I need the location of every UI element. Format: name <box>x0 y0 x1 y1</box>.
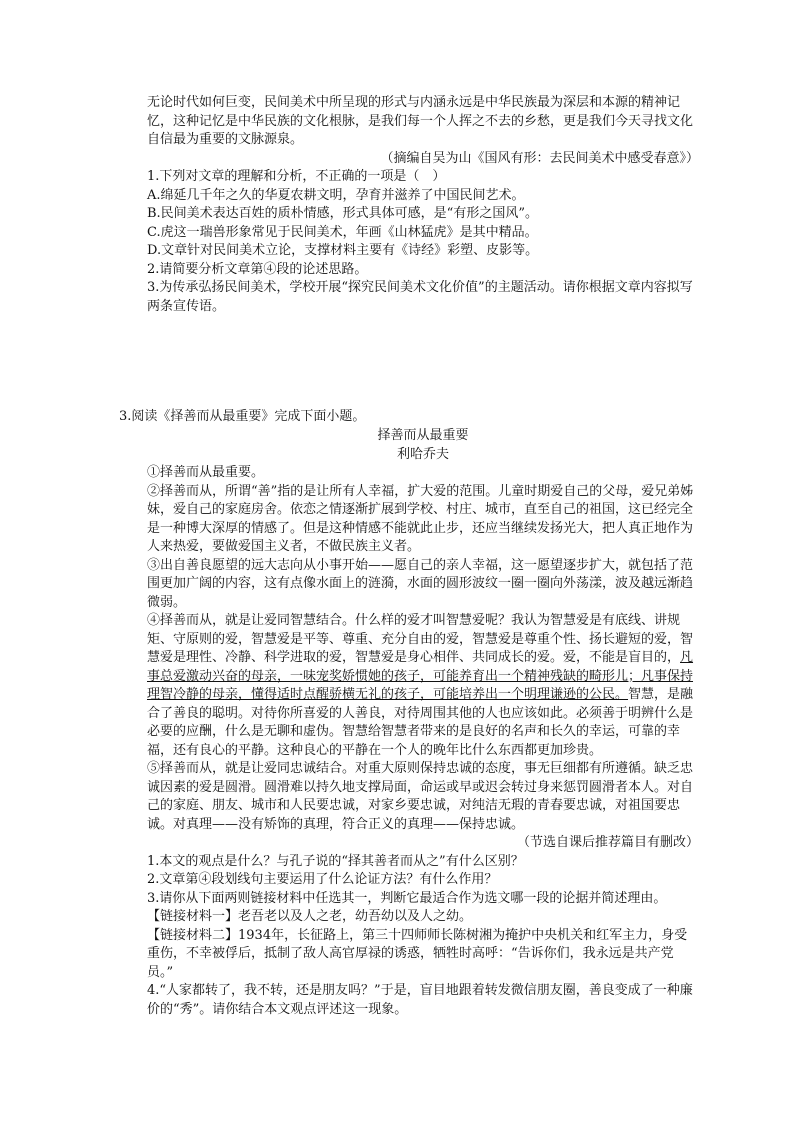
underlined-sentence: 凡事总爱激动兴奋的母亲，一味宠奖娇惯她的孩子，可能养育出一个精神残缺的畸形儿；凡事保持理智冷静的母亲，懂得适时点醒骄横无礼的孩子，可能培养出一个明理谦逊的公民。 <box>147 650 694 702</box>
passage-source: （摘编自吴为山《国风有形：去民间美术中感受春意》） <box>380 150 699 166</box>
option-d: D.文章针对民间美术立论，支撑材料主要有《诗经》彩塑、皮影等。 <box>147 243 539 258</box>
s3-question-3: 3.请你从下面两则链接材料中任选其一，判断它最适合作为选文哪一段的论据并简述理由。 <box>147 890 667 906</box>
s3-question-4: 4.“人家都转了，我不转，还是朋友吗？”于是，盲目地跟着转发微信朋友圈，善良变成了一种廉价的“秀”。请你结合本文观点评述这一现象。 <box>147 983 693 1017</box>
paragraph-4-text-b: 智慧，是融合了善良的聪明。对待你所喜爱的人善良，对待周围其他的人也应该如此。必须善于明辨什么是必要的应酬，什么是无聊和虚伪。智慧给智慧者带来的是良好的名声和长久的幸运，可靠的幸福，还有良心的平静。这种良心的平静在一个人的晚年比什么东西都更加珍贵。 <box>147 687 694 758</box>
article-paragraph-1: ①择善而从最重要。 <box>147 465 265 480</box>
article-note: （节选自课后推荐篇目有删改） <box>516 835 699 850</box>
section3-block <box>147 427 699 1019</box>
article-title: 择善而从最重要 <box>377 428 469 443</box>
paragraph-4-text-a: ④择善而从，就是让爱同智慧结合。什么样的爱才叫智慧爱呢？我认为智慧爱是有底线、讲规矩、守原则的爱，智慧爱是平等、尊重、充分自由的爱，智慧爱是尊重个性、扬长避短的爱，智慧爱是理性、冷静、科学进取的爱，智慧爱是身心相伴、共同成长的爱。爱，不能是盲目的， <box>147 613 694 665</box>
article-author: 利哈乔夫 <box>396 446 449 462</box>
top-passage-block <box>147 94 699 316</box>
article-paragraph-5: ⑤择善而从，就是让爱同忠诚结合。对重大原则保持忠诚的态度，事无巨细都有所遵循。缺乏忠诚因素的爱是圆滑。圆滑难以持久地支撑局面，命运或早或迟会转过身来惩罚圆滑者本人。对自己的家庭、朋友、城市和人民要忠诚，对家乡要忠诚，对纯洁无瑕的青春要忠诚，对祖国要忠诚。对真理——没有矫饰的真理，符合正义的真理——保持忠诚。 <box>147 761 694 832</box>
article-paragraph-3: ③出自善良愿望的远大志向从小事开始——愿自己的亲人幸福，这一愿望逐步扩大，就包括了范围更加广阔的内容，这有点像水面上的涟漪，水面的圆形波纹一圈一圈向外荡漾，波及越远渐趋微弱。 <box>147 557 694 610</box>
s3-question-1: 1.本文的观点是什么？与孔子说的“择其善者而从之”有什么区别？ <box>147 853 524 869</box>
passage-paragraph: 无论时代如何巨变，民间美术中所呈现的形式与内涵永远是中华民族最为深层和本源的精神记忆，这种记忆是中华民族的文化根脉，是我们每一个人挥之不去的乡愁，更是我们今天寻找文化自信最为重要的文脉源泉。 <box>147 95 694 147</box>
option-b: B.民间美术表达百姓的质朴情感，形式具体可感，是“有形之国风”。 <box>147 206 538 221</box>
s3-question-2: 2.文章第④段划线句主要运用了什么论证方法？有什么作用？ <box>147 872 498 887</box>
option-c: C.虎这一瑞兽形象常见于民间美术，年画《山林猛虎》是其中精品。 <box>147 224 538 240</box>
question-3: 3.为传承弘扬民间美术，学校开展“探究民间美术文化价值”的主题活动。请你根据文章内容拟写两条宣传语。 <box>147 280 693 314</box>
article-paragraph-2: ②择善而从，所谓“善”指的是让所有人幸福，扩大爱的范围。儿童时期爱自己的父母，爱兄弟姊妹，爱自己的家庭房舍。依恋之情逐渐扩展到学校、村庄、城市，直至自己的祖国，这已经完全是一种博大深厚的情感了。但是这种情感不能就此止步，还应当继续发扬光大，把人真正地作为人来热爱，要做爱国主义者，不做民族主义者。 <box>147 483 694 554</box>
question-1: 1.下列对文章的理解和分析，不正确的一项是（ ） <box>147 169 446 184</box>
link-material-2: 【链接材料二】1934年，长征路上，第三十四师师长陈树湘为掩护中央机关和红军主力，身受重伤，不幸被俘后，抵制了敌人高官厚禄的诱惑，牺牲时高呼：“告诉你们，我永远是共产党员。” <box>147 927 688 980</box>
link-material-1: 【链接材料一】老吾老以及人之老，幼吾幼以及人之幼。 <box>147 909 473 924</box>
section3-header: 3.阅读《择善而从最重要》完成下面小题。 <box>119 409 366 424</box>
option-a: A.绵延几千年之久的华夏农耕文明，孕育并滋养了中国民间艺术。 <box>147 187 525 203</box>
question-2: 2.请简要分析文章第④段的论述思路。 <box>147 261 368 277</box>
article-paragraph-4 <box>147 612 699 760</box>
